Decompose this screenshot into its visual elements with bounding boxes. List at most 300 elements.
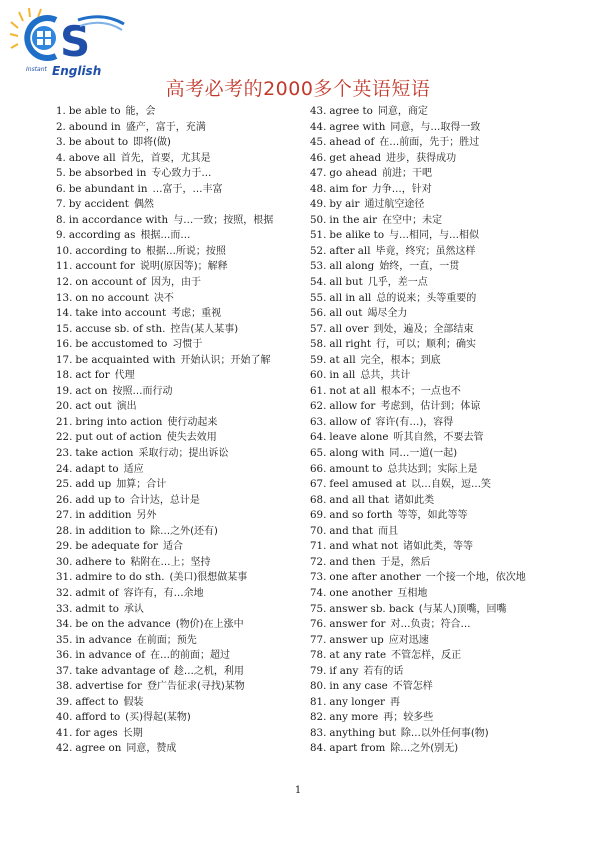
entry-english: feel amused at bbox=[329, 478, 407, 491]
entry-english: take into account bbox=[75, 307, 167, 320]
entry-english: act for bbox=[75, 369, 110, 382]
phrase-entry bbox=[310, 399, 560, 415]
phrase-entry bbox=[56, 602, 306, 618]
entry-number: 56. bbox=[310, 307, 327, 320]
entry-english: take action bbox=[75, 447, 134, 460]
entry-english: apart from bbox=[329, 742, 386, 755]
entry-chinese: 与…相同，与…相似 bbox=[389, 230, 480, 242]
entry-chinese: 适合 bbox=[162, 541, 183, 553]
entry-number: 28. bbox=[56, 524, 73, 537]
entry-number: 68. bbox=[310, 493, 327, 506]
entry-english: any more bbox=[329, 711, 379, 724]
entry-chinese: 专心致力于… bbox=[151, 168, 212, 180]
entry-chinese: 同意，与…取得一致 bbox=[390, 121, 481, 133]
entry-english: one another bbox=[329, 586, 393, 599]
entry-chinese: 决不 bbox=[153, 292, 174, 304]
entry-number: 43. bbox=[310, 105, 327, 117]
entry-number: 49. bbox=[310, 198, 327, 211]
entry-english: accuse sb. of sth. bbox=[75, 322, 166, 335]
entry-number: 76. bbox=[310, 618, 327, 631]
phrase-entry bbox=[56, 259, 306, 275]
entry-chinese: 力争…，针对 bbox=[371, 183, 432, 195]
entry-chinese: 在…前面，先于；胜过 bbox=[379, 137, 480, 149]
phrase-entry bbox=[310, 664, 560, 680]
phrase-entry bbox=[310, 617, 560, 633]
entry-english: at any rate bbox=[329, 649, 387, 662]
phrase-entry bbox=[310, 182, 560, 198]
entry-number: 51. bbox=[310, 229, 327, 242]
entry-chinese: 加算；合计 bbox=[116, 479, 167, 491]
phrase-entry bbox=[310, 570, 560, 586]
entry-english: on account of bbox=[75, 276, 147, 289]
entry-chinese: 除…之外(还有) bbox=[150, 525, 218, 537]
entry-number: 46. bbox=[310, 151, 327, 164]
phrase-entry bbox=[56, 306, 306, 322]
entry-english: ahead of bbox=[329, 136, 375, 149]
entry-english: take advantage of bbox=[75, 664, 169, 677]
entry-number: 1. bbox=[56, 105, 66, 117]
entry-chinese: 合计达，总计是 bbox=[129, 494, 200, 506]
entry-chinese: 若有的话 bbox=[363, 665, 404, 677]
entry-number: 74. bbox=[310, 586, 327, 599]
entry-chinese: 采取行动；提出诉讼 bbox=[138, 448, 229, 460]
entry-chinese: 登广告征求(寻找)某物 bbox=[146, 681, 245, 693]
entry-english: be able to bbox=[68, 105, 121, 117]
entry-english: affect to bbox=[75, 695, 119, 708]
entry-number: 36. bbox=[56, 649, 73, 662]
entry-number: 2. bbox=[56, 120, 66, 133]
entry-english: in addition bbox=[75, 509, 132, 522]
entry-number: 66. bbox=[310, 462, 327, 475]
phrase-entry bbox=[310, 322, 560, 338]
phrase-entry bbox=[56, 710, 306, 726]
entry-number: 81. bbox=[310, 695, 327, 708]
entry-chinese: 几乎，差一点 bbox=[367, 277, 428, 289]
phrase-entry bbox=[310, 493, 560, 509]
entry-chinese: (美口)很想做某事 bbox=[169, 572, 248, 584]
entry-english: in addition to bbox=[75, 524, 146, 537]
phrase-entry bbox=[56, 539, 306, 555]
entry-english: be on the advance bbox=[75, 618, 171, 631]
entry-chinese: 假装 bbox=[123, 696, 144, 708]
entry-english: by accident bbox=[68, 198, 129, 211]
entry-chinese: 演出 bbox=[116, 401, 137, 413]
entry-chinese: 根据…而… bbox=[140, 230, 191, 242]
entry-number: 14. bbox=[56, 307, 73, 320]
entry-number: 21. bbox=[56, 415, 73, 428]
entry-chinese: 不管怎样，反正 bbox=[391, 650, 462, 662]
phrase-entry bbox=[56, 462, 306, 478]
entry-english: act on bbox=[75, 384, 108, 397]
logo-wordmark: English bbox=[52, 64, 102, 78]
entry-chinese: 与…一致；按照，根据 bbox=[173, 214, 274, 226]
entry-chinese: 使行动起来 bbox=[167, 416, 218, 428]
entry-number: 53. bbox=[310, 260, 327, 273]
entry-chinese: 总的说来；头等重要的 bbox=[376, 292, 477, 304]
entry-english: agree on bbox=[75, 742, 122, 755]
entry-english: by air bbox=[329, 198, 360, 211]
phrase-entry bbox=[56, 679, 306, 695]
entry-english: and what not bbox=[329, 540, 398, 553]
entry-english: in the air bbox=[329, 213, 378, 226]
entry-chinese: 因为，由于 bbox=[151, 277, 202, 289]
phrase-entry bbox=[56, 337, 306, 353]
entry-number: 33. bbox=[56, 602, 73, 615]
entry-number: 84. bbox=[310, 742, 327, 755]
entry-english: and all that bbox=[329, 493, 390, 506]
entry-english: all in all bbox=[329, 291, 372, 304]
entry-english: be about to bbox=[68, 136, 129, 149]
entry-chinese: 偶然 bbox=[133, 199, 154, 211]
entry-chinese: 竭尽全力 bbox=[367, 308, 408, 320]
phrase-entry bbox=[310, 166, 560, 182]
phrase-entry bbox=[310, 213, 560, 229]
entry-chinese: (买)得起(某物) bbox=[125, 712, 191, 724]
phrase-entry bbox=[310, 555, 560, 571]
entry-number: 65. bbox=[310, 447, 327, 460]
entry-chinese: 考虑；重视 bbox=[171, 308, 222, 320]
phrase-entry bbox=[310, 368, 560, 384]
phrase-entry bbox=[310, 228, 560, 244]
phrase-entry bbox=[310, 337, 560, 353]
entry-number: 11. bbox=[56, 260, 73, 273]
entry-chinese: 首先，首要，尤其是 bbox=[120, 152, 211, 164]
entry-chinese: 代理 bbox=[114, 370, 135, 382]
entry-number: 18. bbox=[56, 369, 73, 382]
entry-number: 67. bbox=[310, 478, 327, 491]
entry-english: on no account bbox=[75, 291, 149, 304]
entry-number: 42. bbox=[56, 742, 73, 755]
entry-number: 29. bbox=[56, 540, 73, 553]
entry-chinese: 应对迅速 bbox=[388, 634, 429, 646]
entry-english: allow of bbox=[329, 415, 371, 428]
entry-chinese: 对…负责；符合… bbox=[390, 619, 471, 631]
entry-number: 62. bbox=[310, 400, 327, 413]
entry-english: get ahead bbox=[329, 151, 382, 164]
entry-number: 19. bbox=[56, 384, 73, 397]
entry-english: if any bbox=[329, 664, 359, 677]
entry-chinese: 根本不；一点也不 bbox=[380, 385, 461, 397]
entry-number: 77. bbox=[310, 633, 327, 646]
entry-english: above all bbox=[68, 151, 116, 164]
entry-number: 58. bbox=[310, 338, 327, 351]
entry-number: 38. bbox=[56, 680, 73, 693]
phrase-entry bbox=[310, 726, 560, 742]
entry-english: account for bbox=[75, 260, 135, 273]
entry-english: answer for bbox=[329, 618, 386, 631]
entry-number: 72. bbox=[310, 555, 327, 568]
entry-chinese: 诸如此类 bbox=[394, 494, 435, 506]
entry-chinese: (物价)在上涨中 bbox=[175, 619, 244, 631]
entry-english: be alike to bbox=[329, 229, 385, 242]
entry-chinese: 再；较多些 bbox=[383, 712, 434, 724]
entry-number: 71. bbox=[310, 540, 327, 553]
entry-chinese: 完全，根本；到底 bbox=[360, 354, 441, 366]
entry-english: for ages bbox=[75, 726, 118, 739]
entry-chinese: …富于，…丰富 bbox=[152, 183, 223, 195]
phrase-entry bbox=[56, 135, 306, 151]
entry-english: according as bbox=[68, 229, 136, 242]
phrase-entry bbox=[56, 120, 306, 136]
phrase-entry bbox=[310, 524, 560, 540]
entry-chinese: 承认 bbox=[123, 603, 144, 615]
entry-number: 61. bbox=[310, 384, 327, 397]
phrase-entry bbox=[310, 710, 560, 726]
phrase-entry bbox=[56, 151, 306, 167]
phrase-entry bbox=[310, 446, 560, 462]
entry-chinese: 以…自娱，逗…笑 bbox=[411, 479, 492, 491]
phrase-entry bbox=[310, 415, 560, 431]
entry-chinese: 在空中；未定 bbox=[382, 214, 443, 226]
phrase-entry bbox=[56, 726, 306, 742]
entry-chinese: 控告(某人某事) bbox=[170, 323, 239, 335]
entry-english: abound in bbox=[68, 120, 121, 133]
phrase-entry bbox=[310, 275, 560, 291]
phrase-entry bbox=[56, 399, 306, 415]
entry-chinese: 除…之外(别无) bbox=[390, 743, 459, 755]
entry-number: 9. bbox=[56, 229, 66, 242]
entry-chinese: 互相地 bbox=[397, 587, 428, 599]
phrase-entry bbox=[310, 104, 560, 120]
phrase-entry bbox=[56, 353, 306, 369]
entry-english: leave alone bbox=[329, 431, 389, 444]
entry-english: be absorbed in bbox=[68, 167, 147, 180]
phrase-entry bbox=[310, 633, 560, 649]
phrase-entry bbox=[56, 228, 306, 244]
entry-chinese: 到处，遍及；全部结束 bbox=[373, 323, 474, 335]
entry-chinese: 考虑到，估计到；体谅 bbox=[380, 401, 481, 413]
phrase-entry bbox=[310, 602, 560, 618]
entry-english: answer up bbox=[329, 633, 384, 646]
entry-number: 50. bbox=[310, 213, 327, 226]
phrase-entry bbox=[56, 741, 306, 757]
entry-english: add up bbox=[75, 478, 112, 491]
entry-english: one after another bbox=[329, 571, 421, 584]
phrase-entry bbox=[56, 213, 306, 229]
phrase-entry bbox=[56, 384, 306, 400]
entry-english: all but bbox=[329, 276, 363, 289]
entry-english: in all bbox=[329, 369, 356, 382]
phrase-entry bbox=[56, 275, 306, 291]
entry-chinese: 总共达到；实际上是 bbox=[387, 463, 478, 475]
entry-number: 54. bbox=[310, 276, 327, 289]
phrase-entry bbox=[310, 291, 560, 307]
entry-chinese: 同意，商定 bbox=[377, 106, 428, 117]
entry-number: 41. bbox=[56, 726, 73, 739]
phrase-entry bbox=[310, 197, 560, 213]
entry-chinese: 按照…而行动 bbox=[112, 385, 173, 397]
entry-english: be accustomed to bbox=[75, 338, 168, 351]
entry-number: 64. bbox=[310, 431, 327, 444]
entry-chinese: 毕竟，终究；虽然这样 bbox=[375, 245, 476, 257]
entry-chinese: 另外 bbox=[136, 510, 157, 522]
entry-chinese: 同意，赞成 bbox=[126, 743, 177, 755]
phrase-entry bbox=[310, 741, 560, 757]
entry-number: 7. bbox=[56, 198, 66, 211]
entry-english: admit of bbox=[75, 586, 119, 599]
phrase-entry bbox=[56, 477, 306, 493]
phrase-entry bbox=[56, 695, 306, 711]
entry-chinese: 能，会 bbox=[125, 106, 156, 117]
phrase-list-right bbox=[310, 104, 560, 757]
entry-chinese: 诸如此类，等等 bbox=[403, 541, 473, 553]
entry-chinese: 听其自然，不要去管 bbox=[393, 432, 484, 444]
entry-english: put out of action bbox=[75, 431, 162, 444]
entry-chinese: 粘附在…上；坚持 bbox=[130, 556, 211, 568]
phrase-entry bbox=[56, 182, 306, 198]
entry-number: 20. bbox=[56, 400, 73, 413]
entry-number: 57. bbox=[310, 322, 327, 335]
entry-english: act out bbox=[75, 400, 112, 413]
entry-english: all over bbox=[329, 322, 369, 335]
entry-english: all out bbox=[329, 307, 363, 320]
entry-english: answer sb. back bbox=[329, 602, 414, 615]
phrase-entry bbox=[56, 493, 306, 509]
entry-number: 22. bbox=[56, 431, 73, 444]
phrase-entry bbox=[310, 462, 560, 478]
entry-english: allow for bbox=[329, 400, 376, 413]
entry-english: be acquainted with bbox=[75, 353, 176, 366]
entry-chinese: 习惯于 bbox=[172, 339, 203, 351]
phrase-entry bbox=[56, 570, 306, 586]
entry-number: 45. bbox=[310, 136, 327, 149]
phrase-entry bbox=[56, 664, 306, 680]
phrase-entry bbox=[310, 353, 560, 369]
entry-number: 39. bbox=[56, 695, 73, 708]
phrase-entry bbox=[56, 524, 306, 540]
entry-number: 34. bbox=[56, 618, 73, 631]
entry-number: 12. bbox=[56, 276, 73, 289]
entry-number: 27. bbox=[56, 509, 73, 522]
entry-english: bring into action bbox=[75, 415, 163, 428]
phrase-entry bbox=[310, 120, 560, 136]
phrase-entry bbox=[310, 259, 560, 275]
entry-number: 3. bbox=[56, 136, 66, 149]
entry-chinese: 通过航空途径 bbox=[364, 199, 425, 211]
phrase-entry bbox=[56, 166, 306, 182]
entry-chinese: 即将(做) bbox=[133, 137, 171, 149]
entry-number: 55. bbox=[310, 291, 327, 304]
entry-english: be adequate for bbox=[75, 540, 158, 553]
phrase-entry bbox=[56, 322, 306, 338]
entry-chinese: 不管怎样 bbox=[392, 681, 433, 693]
entry-chinese: 长期 bbox=[122, 727, 143, 739]
phrase-entry bbox=[56, 291, 306, 307]
entry-number: 31. bbox=[56, 571, 73, 584]
logo-subtext: Instant bbox=[26, 66, 47, 73]
entry-chinese: 始终，一直，一贯 bbox=[379, 261, 460, 273]
phrase-entry bbox=[56, 430, 306, 446]
phrase-entry bbox=[310, 306, 560, 322]
entry-number: 13. bbox=[56, 291, 73, 304]
entry-number: 24. bbox=[56, 462, 73, 475]
entry-chinese: 行，可以；顺利；确实 bbox=[375, 339, 476, 351]
entry-number: 82. bbox=[310, 711, 327, 724]
entry-number: 6. bbox=[56, 182, 66, 195]
entry-number: 44. bbox=[310, 120, 327, 133]
entry-number: 70. bbox=[310, 524, 327, 537]
phrase-entry bbox=[310, 539, 560, 555]
svg-text:S: S bbox=[60, 17, 91, 66]
phrase-entry bbox=[310, 679, 560, 695]
entry-chinese: 除…以外任何事(物) bbox=[400, 727, 489, 739]
entry-english: and that bbox=[329, 524, 374, 537]
entry-number: 47. bbox=[310, 167, 327, 180]
entry-english: any longer bbox=[329, 695, 385, 708]
entry-english: afford to bbox=[75, 711, 121, 724]
entry-english: amount to bbox=[329, 462, 383, 475]
phrase-entry bbox=[56, 555, 306, 571]
entry-number: 37. bbox=[56, 664, 73, 677]
entry-number: 75. bbox=[310, 602, 327, 615]
entry-english: according to bbox=[75, 244, 141, 257]
entry-number: 15. bbox=[56, 322, 73, 335]
entry-number: 52. bbox=[310, 244, 327, 257]
phrase-entry bbox=[310, 648, 560, 664]
entry-english: at all bbox=[329, 353, 356, 366]
entry-english: in accordance with bbox=[68, 213, 169, 226]
entry-chinese: 盛产，富于，充满 bbox=[125, 121, 206, 133]
entry-chinese: 再 bbox=[389, 696, 400, 708]
entry-number: 59. bbox=[310, 353, 327, 366]
entry-chinese: 于是，然后 bbox=[380, 556, 431, 568]
page-number: 1 bbox=[294, 785, 302, 796]
phrase-entry bbox=[310, 477, 560, 493]
entry-english: along with bbox=[329, 447, 385, 460]
phrase-entry bbox=[310, 695, 560, 711]
phrase-entry bbox=[56, 633, 306, 649]
phrase-entry bbox=[310, 508, 560, 524]
phrase-entry bbox=[56, 244, 306, 260]
entry-number: 78. bbox=[310, 649, 327, 662]
page-title: 高考必考的2000多个英语短语 bbox=[165, 78, 431, 100]
phrase-entry bbox=[56, 508, 306, 524]
entry-number: 17. bbox=[56, 353, 73, 366]
entry-english: adapt to bbox=[75, 462, 119, 475]
entry-number: 25. bbox=[56, 478, 73, 491]
entry-english: be abundant in bbox=[68, 182, 148, 195]
entry-number: 63. bbox=[310, 415, 327, 428]
phrase-entry bbox=[56, 617, 306, 633]
logo bbox=[8, 6, 128, 76]
entry-number: 16. bbox=[56, 338, 73, 351]
entry-chinese: 同…一道(一起) bbox=[389, 448, 458, 460]
entry-chinese: 一个接一个地，依次地 bbox=[425, 572, 526, 584]
entry-chinese: 趁…之机，利用 bbox=[173, 665, 244, 677]
entry-number: 10. bbox=[56, 244, 73, 257]
phrase-entry bbox=[56, 368, 306, 384]
entry-english: not at all bbox=[329, 384, 376, 397]
phrase-entry bbox=[56, 415, 306, 431]
phrase-entry bbox=[310, 586, 560, 602]
entry-chinese: 而且 bbox=[378, 525, 399, 537]
entry-number: 23. bbox=[56, 447, 73, 460]
entry-english: admire to do sth. bbox=[75, 571, 165, 584]
entry-chinese: 根据…所说；按照 bbox=[145, 245, 226, 257]
entry-english: all along bbox=[329, 260, 375, 273]
entry-english: adhere to bbox=[75, 555, 126, 568]
phrase-entry bbox=[310, 135, 560, 151]
entry-english: agree with bbox=[329, 120, 386, 133]
entry-english: in advance of bbox=[75, 649, 146, 662]
entry-chinese: 在前面；预先 bbox=[136, 634, 197, 646]
entry-chinese: (与某人)顶嘴，回嘴 bbox=[418, 603, 507, 615]
entry-chinese: 进步，获得成功 bbox=[386, 152, 457, 164]
entry-number: 83. bbox=[310, 726, 327, 739]
entry-chinese: 在…的前面；超过 bbox=[150, 650, 231, 662]
entry-english: and then bbox=[329, 555, 376, 568]
phrase-entry bbox=[56, 446, 306, 462]
